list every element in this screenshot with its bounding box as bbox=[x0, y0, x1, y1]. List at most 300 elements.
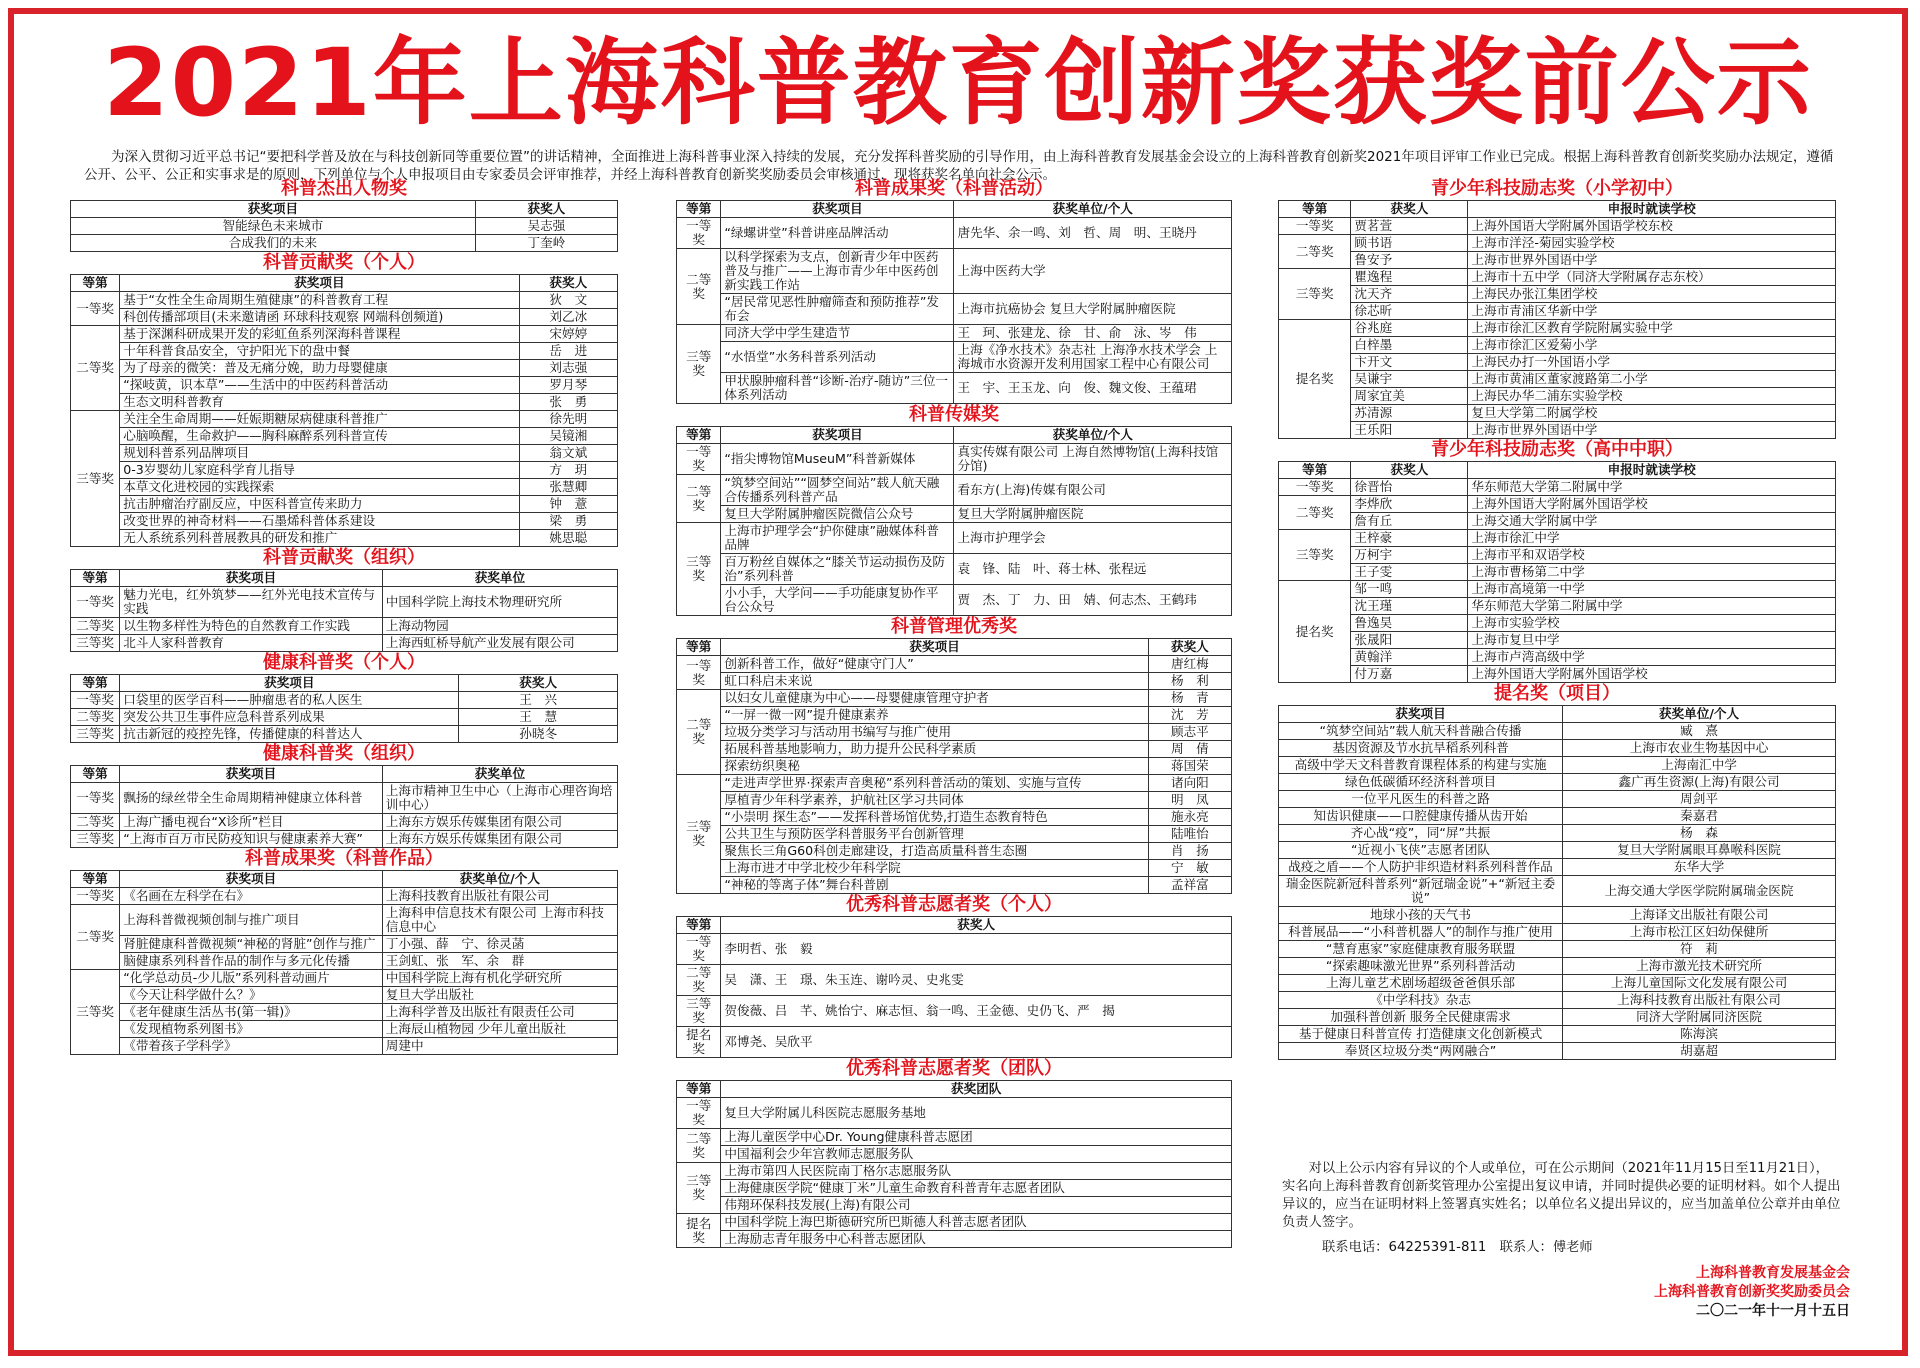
table-row bbox=[1279, 723, 1836, 740]
table-cell: 中国科学院上海巴斯德研究所巴斯德人科普志愿者团队 bbox=[721, 1214, 1232, 1231]
table-cell: 知齿识健康——口腔健康传播从齿开始 bbox=[1279, 808, 1563, 825]
table-row bbox=[677, 707, 1232, 724]
table-row bbox=[71, 831, 618, 848]
table-cell: 宁 敏 bbox=[1148, 860, 1231, 877]
table-cell: 上海市护理学会“护你健康”融媒体科普品牌 bbox=[721, 523, 954, 554]
table-cell: “一屏一微一网”提升健康素养 bbox=[721, 707, 1148, 724]
section-title: 优秀科普志愿者奖（个人） bbox=[846, 894, 1062, 915]
table-cell: 王剑虹、张 军、余 群 bbox=[382, 953, 617, 970]
table-cell: 丁奎岭 bbox=[475, 235, 617, 252]
table-row bbox=[1279, 825, 1836, 842]
table-row bbox=[1279, 774, 1836, 791]
table-header: 获奖项目 bbox=[120, 766, 383, 783]
table-header: 获奖项目 bbox=[1279, 706, 1563, 723]
table-row bbox=[71, 905, 618, 936]
table-row bbox=[677, 673, 1232, 690]
table-cell: 万柯宇 bbox=[1351, 547, 1468, 564]
table-cell: 上海科学普及出版社有限责任公司 bbox=[382, 1004, 617, 1021]
tier-cell: 三等奖 bbox=[677, 325, 721, 404]
table-cell: 沈天齐 bbox=[1351, 286, 1468, 303]
table-cell: 卞开文 bbox=[1351, 354, 1468, 371]
table-row bbox=[1279, 218, 1836, 235]
table-cell: 脑健康系列科普作品的制作与多元化传播 bbox=[120, 953, 383, 970]
table-row bbox=[677, 1146, 1232, 1163]
objection-notice: 对以上公示内容有异议的个人或单位，可在公示期间（2021年11月15日至11月21日），实名向上海科普教育创新奖管理办公室提出复议申请，并同时提供必要的证明材料。如个人提出异议的，应当在证明材料上签署真实姓名；以单位名义提出异议的，应当加盖单位公章并由单位负责人签字。 bbox=[1282, 1161, 1841, 1230]
table-row bbox=[677, 523, 1232, 554]
table-cell: 付万嘉 bbox=[1351, 666, 1468, 683]
award-table bbox=[676, 426, 1232, 616]
tier-cell: 二等奖 bbox=[677, 249, 721, 325]
table-cell: 上海外国语大学附属外国语学校 bbox=[1468, 496, 1836, 513]
table-cell: 梁 勇 bbox=[519, 513, 617, 530]
tier-cell: 三等奖 bbox=[677, 523, 721, 616]
table-header: 等第 bbox=[71, 275, 120, 292]
tier-cell: 三等奖 bbox=[71, 726, 120, 743]
table-cell: 上海市激光技术研究所 bbox=[1563, 958, 1836, 975]
table-row bbox=[1279, 1026, 1836, 1043]
table-row bbox=[677, 554, 1232, 585]
table-cell: 周 倩 bbox=[1148, 741, 1231, 758]
table-row bbox=[1279, 941, 1836, 958]
table-cell: 白梓墨 bbox=[1351, 337, 1468, 354]
table-cell: 同济大学中学生建造节 bbox=[721, 325, 954, 342]
table-cell: 突发公共卫生事件应急科普系列成果 bbox=[120, 709, 459, 726]
table-row bbox=[71, 692, 618, 709]
table-header: 获奖人 bbox=[721, 917, 1232, 934]
tier-cell: 一等奖 bbox=[71, 888, 120, 905]
table-header: 获奖人 bbox=[1351, 201, 1468, 218]
table-row bbox=[71, 1038, 618, 1055]
table-cell: 科普展品——“小科普机器人”的制作与推广使用 bbox=[1279, 924, 1563, 941]
award-table bbox=[676, 1080, 1232, 1248]
table-cell: 上海中医药大学 bbox=[954, 249, 1232, 294]
table-row bbox=[677, 996, 1232, 1027]
table-row bbox=[677, 1129, 1232, 1146]
table-row bbox=[1279, 547, 1836, 564]
tier-cell: 一等奖 bbox=[677, 218, 721, 249]
table-cell: 王 珂、张建龙、徐 甘、俞 泳、岑 伟 bbox=[954, 325, 1232, 342]
table-row bbox=[677, 965, 1232, 996]
table-header: 等第 bbox=[71, 766, 120, 783]
table-cell: 瑞金医院新冠科普系列“新冠瑞金说”+“新冠主委说” bbox=[1279, 876, 1563, 907]
table-cell: 百万粉丝自媒体之“膝关节运动损伤及防治”系列科普 bbox=[721, 554, 954, 585]
section-title: 科普成果奖（科普作品） bbox=[245, 848, 443, 869]
table-cell: 贺俊薇、吕 芊、姚怡宁、麻志恒、翁一鸣、王金德、史仍飞、严 揭 bbox=[721, 996, 1232, 1027]
table-row bbox=[1279, 632, 1836, 649]
table-cell: 孙晓冬 bbox=[459, 726, 618, 743]
table-row bbox=[1279, 791, 1836, 808]
table-row bbox=[1279, 286, 1836, 303]
table-cell: 聚焦长三角G60科创走廊建设，打造高质量科普生态圈 bbox=[721, 843, 1148, 860]
table-cell: 李明哲、张 毅 bbox=[721, 934, 1232, 965]
table-header: 等第 bbox=[677, 639, 721, 656]
table-header: 等第 bbox=[1279, 462, 1351, 479]
table-cell: 伟翔环保科技发展(上海)有限公司 bbox=[721, 1197, 1232, 1214]
tier-cell: 三等奖 bbox=[677, 996, 721, 1027]
table-row bbox=[71, 411, 618, 428]
table-row bbox=[1279, 496, 1836, 513]
tier-cell: 提名奖 bbox=[677, 1214, 721, 1248]
table-row bbox=[71, 814, 618, 831]
table-header: 获奖项目 bbox=[721, 201, 954, 218]
table-cell: “居民常见恶性肿瘤筛查和预防推荐”发布会 bbox=[721, 294, 954, 325]
table-cell: 上海市护理学会 bbox=[954, 523, 1232, 554]
contact-info: 联系电话：64225391-811 联系人：傅老师 bbox=[1322, 1240, 1593, 1255]
table-cell: 战疫之盾——个人防护非织造材料系列科普作品 bbox=[1279, 859, 1563, 876]
tier-cell: 三等奖 bbox=[677, 775, 721, 894]
table-row bbox=[1279, 876, 1836, 907]
table-row bbox=[677, 758, 1232, 775]
table-cell: 上海外国语大学附属外国语学校东校 bbox=[1468, 218, 1836, 235]
table-cell: 上海民办打一外国语小学 bbox=[1468, 354, 1836, 371]
table-row bbox=[71, 618, 618, 635]
tier-cell: 二等奖 bbox=[677, 965, 721, 996]
table-cell: 心脑唤醒，生命救护——胸科麻醉系列科普宣传 bbox=[120, 428, 519, 445]
tier-cell: 二等奖 bbox=[677, 475, 721, 523]
table-row bbox=[1279, 992, 1836, 1009]
table-row bbox=[677, 475, 1232, 506]
table-row bbox=[71, 530, 618, 547]
table-row bbox=[677, 1027, 1232, 1058]
table-cell: 上海健康医学院“健康丁米”儿童生命教育科普青年志愿者团队 bbox=[721, 1180, 1232, 1197]
award-table bbox=[70, 765, 618, 848]
table-cell: 瞿逸程 bbox=[1351, 269, 1468, 286]
table-cell: 合成我们的未来 bbox=[71, 235, 476, 252]
table-header: 获奖项目 bbox=[120, 570, 383, 587]
award-table bbox=[676, 916, 1232, 1058]
table-cell: 王 慧 bbox=[459, 709, 618, 726]
table-row bbox=[1279, 252, 1836, 269]
table-cell: 鲁安予 bbox=[1351, 252, 1468, 269]
table-row bbox=[71, 587, 618, 618]
table-cell: 张 勇 bbox=[519, 394, 617, 411]
tier-cell: 一等奖 bbox=[677, 656, 721, 690]
table-header: 获奖项目 bbox=[71, 201, 476, 218]
table-cell: 基于健康日科普宣传 打造健康文化创新模式 bbox=[1279, 1026, 1563, 1043]
table-header: 等第 bbox=[71, 675, 120, 692]
table-cell: 王 兴 bbox=[459, 692, 618, 709]
table-header: 等第 bbox=[71, 570, 120, 587]
table-row bbox=[677, 249, 1232, 294]
table-row bbox=[71, 292, 618, 309]
table-cell: 邓博尧、吴欣平 bbox=[721, 1027, 1232, 1058]
table-cell: 黄翰洋 bbox=[1351, 649, 1468, 666]
table-cell: 诸向阳 bbox=[1148, 775, 1231, 792]
table-row bbox=[1279, 530, 1836, 547]
table-cell: 《带着孩子学科学》 bbox=[120, 1038, 383, 1055]
table-header: 获奖项目 bbox=[120, 871, 383, 888]
table-row bbox=[677, 690, 1232, 707]
table-row bbox=[1279, 924, 1836, 941]
section-title: 优秀科普志愿者奖（团队） bbox=[846, 1058, 1062, 1079]
tier-cell: 二等奖 bbox=[1279, 496, 1351, 530]
table-cell: 上海科申信息技术有限公司 上海市科技信息中心 bbox=[382, 905, 617, 936]
table-row bbox=[677, 218, 1232, 249]
table-cell: 上海外国语大学附属外国语学校 bbox=[1468, 666, 1836, 683]
section-title: 健康科普奖（个人） bbox=[263, 652, 425, 673]
table-cell: 一位平凡医生的科普之路 bbox=[1279, 791, 1563, 808]
tier-cell: 一等奖 bbox=[1279, 218, 1351, 235]
table-cell: 复旦大学出版社 bbox=[382, 987, 617, 1004]
table-cell: 关注全生命周期——妊娠期糖尿病健康科普推广 bbox=[120, 411, 519, 428]
table-cell: 中国科学院上海有机化学研究所 bbox=[382, 970, 617, 987]
table-cell: 张慧卿 bbox=[519, 479, 617, 496]
award-table bbox=[1278, 705, 1836, 1060]
table-row bbox=[677, 843, 1232, 860]
tier-cell: 三等奖 bbox=[1279, 269, 1351, 320]
table-row bbox=[71, 1021, 618, 1038]
table-cell: 基因资源及节水抗旱稻系列科普 bbox=[1279, 740, 1563, 757]
table-row bbox=[1279, 842, 1836, 859]
table-row bbox=[71, 479, 618, 496]
table-row bbox=[71, 888, 618, 905]
table-cell: “慧育惠家”家庭健康教育服务联盟 bbox=[1279, 941, 1563, 958]
table-cell: 上海市徐汇区教育学院附属实验中学 bbox=[1468, 320, 1836, 337]
table-cell: 北斗人家科普教育 bbox=[120, 635, 383, 652]
table-cell: 徐晋怡 bbox=[1351, 479, 1468, 496]
table-row bbox=[677, 860, 1232, 877]
table-cell: 钟 薏 bbox=[519, 496, 617, 513]
table-header: 等第 bbox=[1279, 201, 1351, 218]
table-cell: 臧 熹 bbox=[1563, 723, 1836, 740]
table-cell: 《老年健康生活丛书(第一辑)》 bbox=[120, 1004, 383, 1021]
table-cell: “筑梦空间站”“圆梦空间站”载人航天融合传播系列科普产品 bbox=[721, 475, 954, 506]
page-title: 2021年上海科普教育创新奖获奖前公示 bbox=[103, 29, 1813, 138]
tier-cell: 二等奖 bbox=[71, 905, 120, 970]
table-row bbox=[1279, 808, 1836, 825]
table-cell: 生态文明科普教育 bbox=[120, 394, 519, 411]
table-cell: “绿螺讲堂”科普讲座品牌活动 bbox=[721, 218, 954, 249]
table-row bbox=[677, 444, 1232, 475]
table-cell: 规划科普系列品牌项目 bbox=[120, 445, 519, 462]
table-row bbox=[71, 783, 618, 814]
table-cell: 顾书语 bbox=[1351, 235, 1468, 252]
table-cell: 本草文化进校园的实践探索 bbox=[120, 479, 519, 496]
table-cell: 上海市卢湾高级中学 bbox=[1468, 649, 1836, 666]
table-cell: 复旦大学附属眼耳鼻喉科医院 bbox=[1563, 842, 1836, 859]
tier-cell: 三等奖 bbox=[677, 1163, 721, 1214]
table-cell: “探索趣味激光世界”系列科普活动 bbox=[1279, 958, 1563, 975]
table-row bbox=[71, 218, 618, 235]
table-cell: 拓展科普基地影响力，助力提升公民科学素质 bbox=[721, 741, 1148, 758]
table-cell: 上海科技教育出版社有限公司 bbox=[382, 888, 617, 905]
table-row bbox=[1279, 649, 1836, 666]
table-cell: 垃圾分类学习与活动用书编写与推广使用 bbox=[721, 724, 1148, 741]
table-row bbox=[1279, 371, 1836, 388]
table-row bbox=[1279, 564, 1836, 581]
table-row bbox=[677, 1231, 1232, 1248]
table-cell: 顾志平 bbox=[1148, 724, 1231, 741]
table-row bbox=[677, 342, 1232, 373]
award-table bbox=[70, 274, 618, 547]
table-cell: 改变世界的神奇材料——石墨烯科普体系建设 bbox=[120, 513, 519, 530]
table-row bbox=[71, 513, 618, 530]
table-cell: 上海广播电视台“X诊所”栏目 bbox=[120, 814, 383, 831]
table-cell: 上海市洋泾-菊园实验学校 bbox=[1468, 235, 1836, 252]
intro-paragraph: 为深入贯彻习近平总书记“要把科学普及放在与科技创新同等重要位置”的讲话精神，全面推进上海科普事业深入持续的发展，充分发挥科普奖励的引导作用，由上海科普教育发展基金会设立的上海科普教育创新奖2021年项目评审工作业已完成。根据上海科普教育创新奖奖励办法规定，遵循公开、公平、公正和实事求是的原则，下列单位与个人申报项目由专家委员会评审推荐，并经上海科普教育创新奖奖励委员会审核通过，现将获奖名单向社会公示。 bbox=[84, 149, 1834, 183]
table-row bbox=[1279, 354, 1836, 371]
table-row bbox=[1279, 907, 1836, 924]
table-row bbox=[1279, 337, 1836, 354]
table-header: 等第 bbox=[677, 201, 721, 218]
table-header: 等第 bbox=[677, 1081, 721, 1098]
award-table bbox=[70, 200, 618, 252]
table-row bbox=[677, 724, 1232, 741]
table-cell: 《发现植物系列图书》 bbox=[120, 1021, 383, 1038]
tier-cell: 三等奖 bbox=[71, 411, 120, 547]
signature-block bbox=[1654, 1264, 1850, 1321]
table-cell: 上海市徐汇区爱菊小学 bbox=[1468, 337, 1836, 354]
table-cell: 符 莉 bbox=[1563, 941, 1836, 958]
table-row bbox=[1279, 975, 1836, 992]
table-header: 获奖单位/个人 bbox=[382, 871, 617, 888]
table-cell: 贾茗萱 bbox=[1351, 218, 1468, 235]
table-cell: “探岐黄，识本草”——生活中的中医药科普活动 bbox=[120, 377, 519, 394]
table-cell: 奉贤区垃圾分类“两网融合” bbox=[1279, 1043, 1563, 1060]
table-cell: 探索纺织奥秘 bbox=[721, 758, 1148, 775]
table-row bbox=[1279, 740, 1836, 757]
table-row bbox=[677, 373, 1232, 404]
table-row bbox=[71, 445, 618, 462]
table-cell: “上海市百万市民防疫知识与健康素养大赛” bbox=[120, 831, 383, 848]
table-header: 获奖项目 bbox=[721, 639, 1148, 656]
table-cell: 蒋国荣 bbox=[1148, 758, 1231, 775]
table-row bbox=[1279, 303, 1836, 320]
award-table bbox=[70, 870, 618, 1055]
table-cell: 魅力光电，红外筑梦——红外光电技术宣传与实践 bbox=[120, 587, 383, 618]
table-row bbox=[71, 953, 618, 970]
table-cell: 刘志强 bbox=[519, 360, 617, 377]
table-cell: 中国福利会少年宫教师志愿服务队 bbox=[721, 1146, 1232, 1163]
table-header: 获奖单位/个人 bbox=[1563, 706, 1836, 723]
table-cell: 同济大学附属同济医院 bbox=[1563, 1009, 1836, 1026]
table-row bbox=[71, 360, 618, 377]
column-right bbox=[1278, 178, 1836, 1060]
tier-cell: 提名奖 bbox=[677, 1027, 721, 1058]
table-row bbox=[1279, 598, 1836, 615]
table-cell: 以生物多样性为特色的自然教育工作实践 bbox=[120, 618, 383, 635]
table-cell: 徐先明 bbox=[519, 411, 617, 428]
table-cell: 上海译文出版社有限公司 bbox=[1563, 907, 1836, 924]
table-cell: 上海市徐汇中学 bbox=[1468, 530, 1836, 547]
award-table bbox=[676, 200, 1232, 404]
table-cell: 智能绿色未来城市 bbox=[71, 218, 476, 235]
table-cell: 上海市第四人民医院南丁格尔志愿服务队 bbox=[721, 1163, 1232, 1180]
org-foundation: 上海科普教育发展基金会 bbox=[1696, 1265, 1850, 1281]
table-row bbox=[677, 294, 1232, 325]
table-cell: 詹有丘 bbox=[1351, 513, 1468, 530]
table-row bbox=[1279, 615, 1836, 632]
tier-cell: 一等奖 bbox=[71, 783, 120, 814]
section-title: 科普传媒奖 bbox=[909, 404, 999, 425]
table-cell: 无人系统系列科普展教具的研发和推广 bbox=[120, 530, 519, 547]
table-row bbox=[1279, 513, 1836, 530]
table-cell: 施永亮 bbox=[1148, 809, 1231, 826]
table-cell: 沈王瑾 bbox=[1351, 598, 1468, 615]
table-row bbox=[1279, 581, 1836, 598]
section-title: 提名奖（项目） bbox=[1494, 683, 1620, 704]
table-cell: 上海交通大学附属中学 bbox=[1468, 513, 1836, 530]
table-row bbox=[71, 462, 618, 479]
table-row bbox=[677, 656, 1232, 673]
table-row bbox=[71, 970, 618, 987]
table-cell: 加强科普创新 服务全民健康需求 bbox=[1279, 1009, 1563, 1026]
table-cell: 上海市松江区妇幼保健所 bbox=[1563, 924, 1836, 941]
table-header: 获奖项目 bbox=[120, 675, 459, 692]
table-cell: 公共卫生与预防医学科普服务平台创新管理 bbox=[721, 826, 1148, 843]
table-cell: 吴 潇、王 璟、朱玉连、谢吟灵、史兆雯 bbox=[721, 965, 1232, 996]
table-header: 获奖团队 bbox=[721, 1081, 1232, 1098]
table-cell: 上海市青浦区华新中学 bbox=[1468, 303, 1836, 320]
table-cell: 王子雯 bbox=[1351, 564, 1468, 581]
tier-cell: 二等奖 bbox=[1279, 235, 1351, 269]
org-committee: 上海科普教育创新奖奖励委员会 bbox=[1654, 1284, 1850, 1300]
table-cell: 上海市十五中学（同济大学附属存志东校） bbox=[1468, 269, 1836, 286]
table-cell: 《中学科技》杂志 bbox=[1279, 992, 1563, 1009]
table-row bbox=[71, 343, 618, 360]
table-cell: 岳 进 bbox=[519, 343, 617, 360]
table-cell: 沈 芳 bbox=[1148, 707, 1231, 724]
table-cell: 姚思聪 bbox=[519, 530, 617, 547]
table-cell: 上海励志青年服务中心科普志愿团队 bbox=[721, 1231, 1232, 1248]
tier-cell: 一等奖 bbox=[71, 292, 120, 326]
table-row bbox=[1279, 422, 1836, 439]
table-cell: 鑫广再生资源(上海)有限公司 bbox=[1563, 774, 1836, 791]
table-row bbox=[71, 235, 618, 252]
column-left bbox=[70, 178, 618, 1055]
table-row bbox=[677, 1214, 1232, 1231]
table-row bbox=[1279, 1043, 1836, 1060]
tier-cell: 二等奖 bbox=[677, 690, 721, 775]
table-cell: 翁文斌 bbox=[519, 445, 617, 462]
table-cell: 贾 杰、丁 力、田 婧、何志杰、王鹤玮 bbox=[954, 585, 1232, 616]
table-row bbox=[1279, 269, 1836, 286]
tier-cell: 二等奖 bbox=[71, 326, 120, 411]
table-cell: 上海市复旦中学 bbox=[1468, 632, 1836, 649]
table-row bbox=[677, 792, 1232, 809]
table-row bbox=[1279, 666, 1836, 683]
table-row bbox=[71, 936, 618, 953]
table-cell: 肾脏健康科普微视频“神秘的肾脏”创作与推广 bbox=[120, 936, 383, 953]
table-row bbox=[71, 726, 618, 743]
table-cell: 吴志强 bbox=[475, 218, 617, 235]
table-cell: 秦嘉君 bbox=[1563, 808, 1836, 825]
table-cell: 口袋里的医学百科——肿瘤患者的私人医生 bbox=[120, 692, 459, 709]
table-cell: 复旦大学附属肿瘤医院微信公众号 bbox=[721, 506, 954, 523]
table-header: 获奖人 bbox=[1148, 639, 1231, 656]
section-title: 健康科普奖（组织） bbox=[263, 743, 425, 764]
award-table bbox=[70, 674, 618, 743]
table-cell: 上海民办华二浦东实验学校 bbox=[1468, 388, 1836, 405]
table-cell: 上海交通大学医学院附属瑞金医院 bbox=[1563, 876, 1836, 907]
table-header: 等第 bbox=[677, 427, 721, 444]
table-cell: 陈海滨 bbox=[1563, 1026, 1836, 1043]
table-cell: “指尖博物馆MuseuM”科普新媒体 bbox=[721, 444, 954, 475]
table-cell: 张晟阳 bbox=[1351, 632, 1468, 649]
section-title: 科普贡献奖（个人） bbox=[263, 252, 425, 273]
table-cell: 绿色低碳循环经济科普项目 bbox=[1279, 774, 1563, 791]
table-cell: 苏清源 bbox=[1351, 405, 1468, 422]
table-cell: 上海科普微视频创制与推广项目 bbox=[120, 905, 383, 936]
table-row bbox=[71, 377, 618, 394]
table-cell: 上海动物园 bbox=[382, 618, 617, 635]
table-cell: “近视小飞侠”志愿者团队 bbox=[1279, 842, 1563, 859]
table-cell: 刘乙冰 bbox=[519, 309, 617, 326]
table-cell: 虹口科启未来说 bbox=[721, 673, 1148, 690]
table-row bbox=[1279, 405, 1836, 422]
table-row bbox=[71, 709, 618, 726]
table-header: 申报时就读学校 bbox=[1468, 462, 1836, 479]
